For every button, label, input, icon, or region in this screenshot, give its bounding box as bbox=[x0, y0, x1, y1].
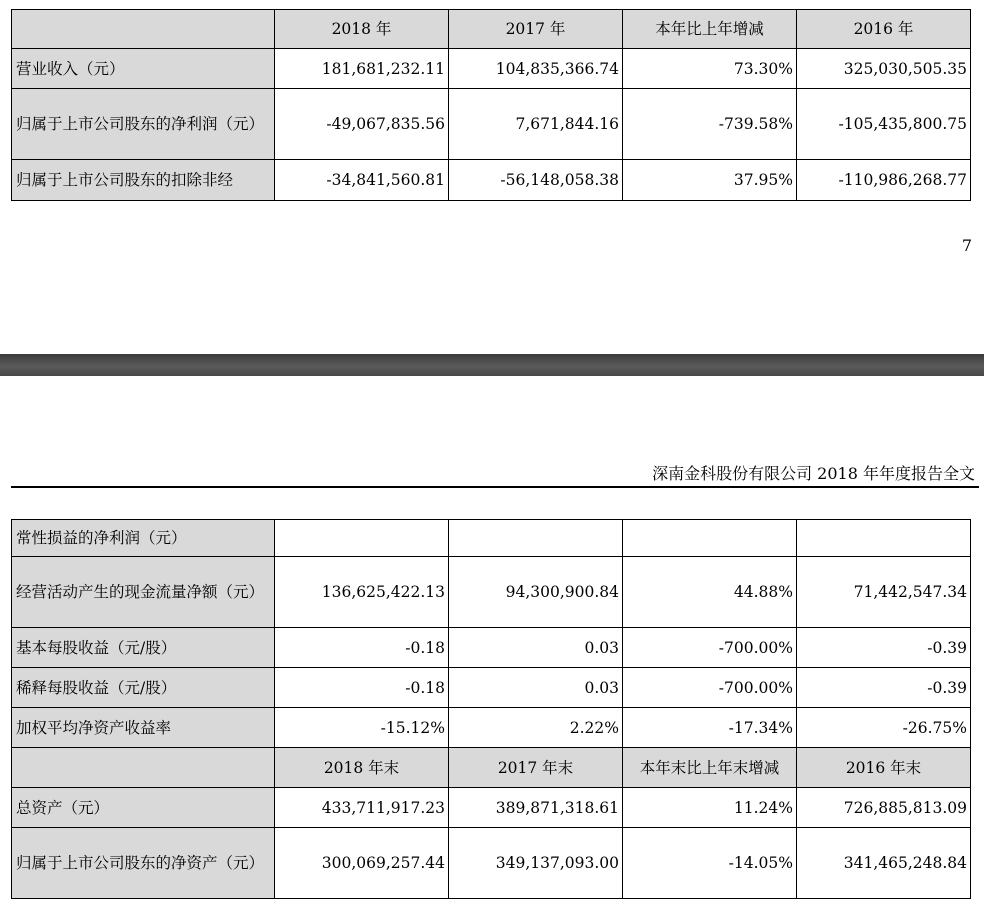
cell-2017: 349,137,093.00 bbox=[449, 828, 623, 899]
cell-change bbox=[623, 520, 797, 557]
cell-2016 bbox=[797, 520, 971, 557]
cell-2017: 104,835,366.74 bbox=[449, 49, 623, 89]
table-row bbox=[12, 89, 971, 160]
cell-2017 bbox=[449, 520, 623, 557]
cell-2018: 433,711,917.23 bbox=[275, 788, 449, 828]
cell-change: -739.58% bbox=[623, 89, 797, 160]
row-label: 营业收入（元） bbox=[12, 49, 275, 89]
row-label: 基本每股收益（元/股） bbox=[12, 628, 275, 668]
cell-2016: -110,986,268.77 bbox=[797, 160, 971, 201]
row-label: 归属于上市公司股东的净资产（元） bbox=[12, 828, 275, 899]
table-row bbox=[12, 520, 971, 557]
cell-2016: 325,030,505.35 bbox=[797, 49, 971, 89]
table-subheader-row bbox=[12, 748, 971, 788]
cell-2016: 726,885,813.09 bbox=[797, 788, 971, 828]
row-label: 经营活动产生的现金流量净额（元） bbox=[12, 557, 275, 628]
row-label: 总资产（元） bbox=[12, 788, 275, 828]
cell-2018: -34,841,560.81 bbox=[275, 160, 449, 201]
header-2016: 2016 年 bbox=[797, 10, 971, 49]
cell-2016: 341,465,248.84 bbox=[797, 828, 971, 899]
page-separator-band bbox=[0, 354, 984, 376]
cell-2016: -0.39 bbox=[797, 628, 971, 668]
cell-change: -14.05% bbox=[623, 828, 797, 899]
row-label: 稀释每股收益（元/股） bbox=[12, 668, 275, 708]
cell-2018: 300,069,257.44 bbox=[275, 828, 449, 899]
cell-change: -700.00% bbox=[623, 668, 797, 708]
key-financials-table-top bbox=[11, 9, 971, 201]
cell-2016: -0.39 bbox=[797, 668, 971, 708]
cell-2018: -49,067,835.56 bbox=[275, 89, 449, 160]
row-label: 归属于上市公司股东的净利润（元） bbox=[12, 89, 275, 160]
page-number: 7 bbox=[961, 236, 972, 255]
cell-2017: 0.03 bbox=[449, 628, 623, 668]
cell-2016: -105,435,800.75 bbox=[797, 89, 971, 160]
cell-2017: 2.22% bbox=[449, 708, 623, 748]
cell-change: 37.95% bbox=[623, 160, 797, 201]
cell-change: 11.24% bbox=[623, 788, 797, 828]
cell-change: 44.88% bbox=[623, 557, 797, 628]
header-2018: 2018 年 bbox=[275, 10, 449, 49]
cell-2016: 71,442,547.34 bbox=[797, 557, 971, 628]
cell-2017: 94,300,900.84 bbox=[449, 557, 623, 628]
cell-2018: -0.18 bbox=[275, 628, 449, 668]
cell-2016: -26.75% bbox=[797, 708, 971, 748]
row-label: 归属于上市公司股东的扣除非经 bbox=[12, 160, 275, 201]
cell-2018: -0.18 bbox=[275, 668, 449, 708]
cell-2018: 181,681,232.11 bbox=[275, 49, 449, 89]
header-blank bbox=[12, 10, 275, 49]
subheader-blank bbox=[12, 748, 275, 788]
cell-2018: -15.12% bbox=[275, 708, 449, 748]
row-label: 常性损益的净利润（元） bbox=[12, 520, 275, 557]
table-row bbox=[12, 49, 971, 89]
key-financials-table-bottom bbox=[11, 519, 971, 899]
subheader-change: 本年末比上年末增减 bbox=[623, 748, 797, 788]
table-row bbox=[12, 708, 971, 748]
subheader-2018-end: 2018 年末 bbox=[275, 748, 449, 788]
table-row bbox=[12, 557, 971, 628]
cell-2017: 389,871,318.61 bbox=[449, 788, 623, 828]
table-header-row bbox=[12, 10, 971, 49]
header-change: 本年比上年增减 bbox=[623, 10, 797, 49]
cell-2017: 7,671,844.16 bbox=[449, 89, 623, 160]
subheader-2016-end: 2016 年末 bbox=[797, 748, 971, 788]
table-row bbox=[12, 668, 971, 708]
cell-2018: 136,625,422.13 bbox=[275, 557, 449, 628]
cell-2017: -56,148,058.38 bbox=[449, 160, 623, 201]
subheader-2017-end: 2017 年末 bbox=[449, 748, 623, 788]
report-running-title: 深南金科股份有限公司 2018 年年度报告全文 bbox=[652, 464, 975, 483]
header-2017: 2017 年 bbox=[449, 10, 623, 49]
table-row bbox=[12, 828, 971, 899]
cell-change: 73.30% bbox=[623, 49, 797, 89]
table-row bbox=[12, 628, 971, 668]
table-row bbox=[12, 788, 971, 828]
cell-2017: 0.03 bbox=[449, 668, 623, 708]
table-row bbox=[12, 160, 971, 201]
header-rule bbox=[11, 486, 979, 488]
cell-change: -700.00% bbox=[623, 628, 797, 668]
cell-2018 bbox=[275, 520, 449, 557]
cell-change: -17.34% bbox=[623, 708, 797, 748]
row-label: 加权平均净资产收益率 bbox=[12, 708, 275, 748]
